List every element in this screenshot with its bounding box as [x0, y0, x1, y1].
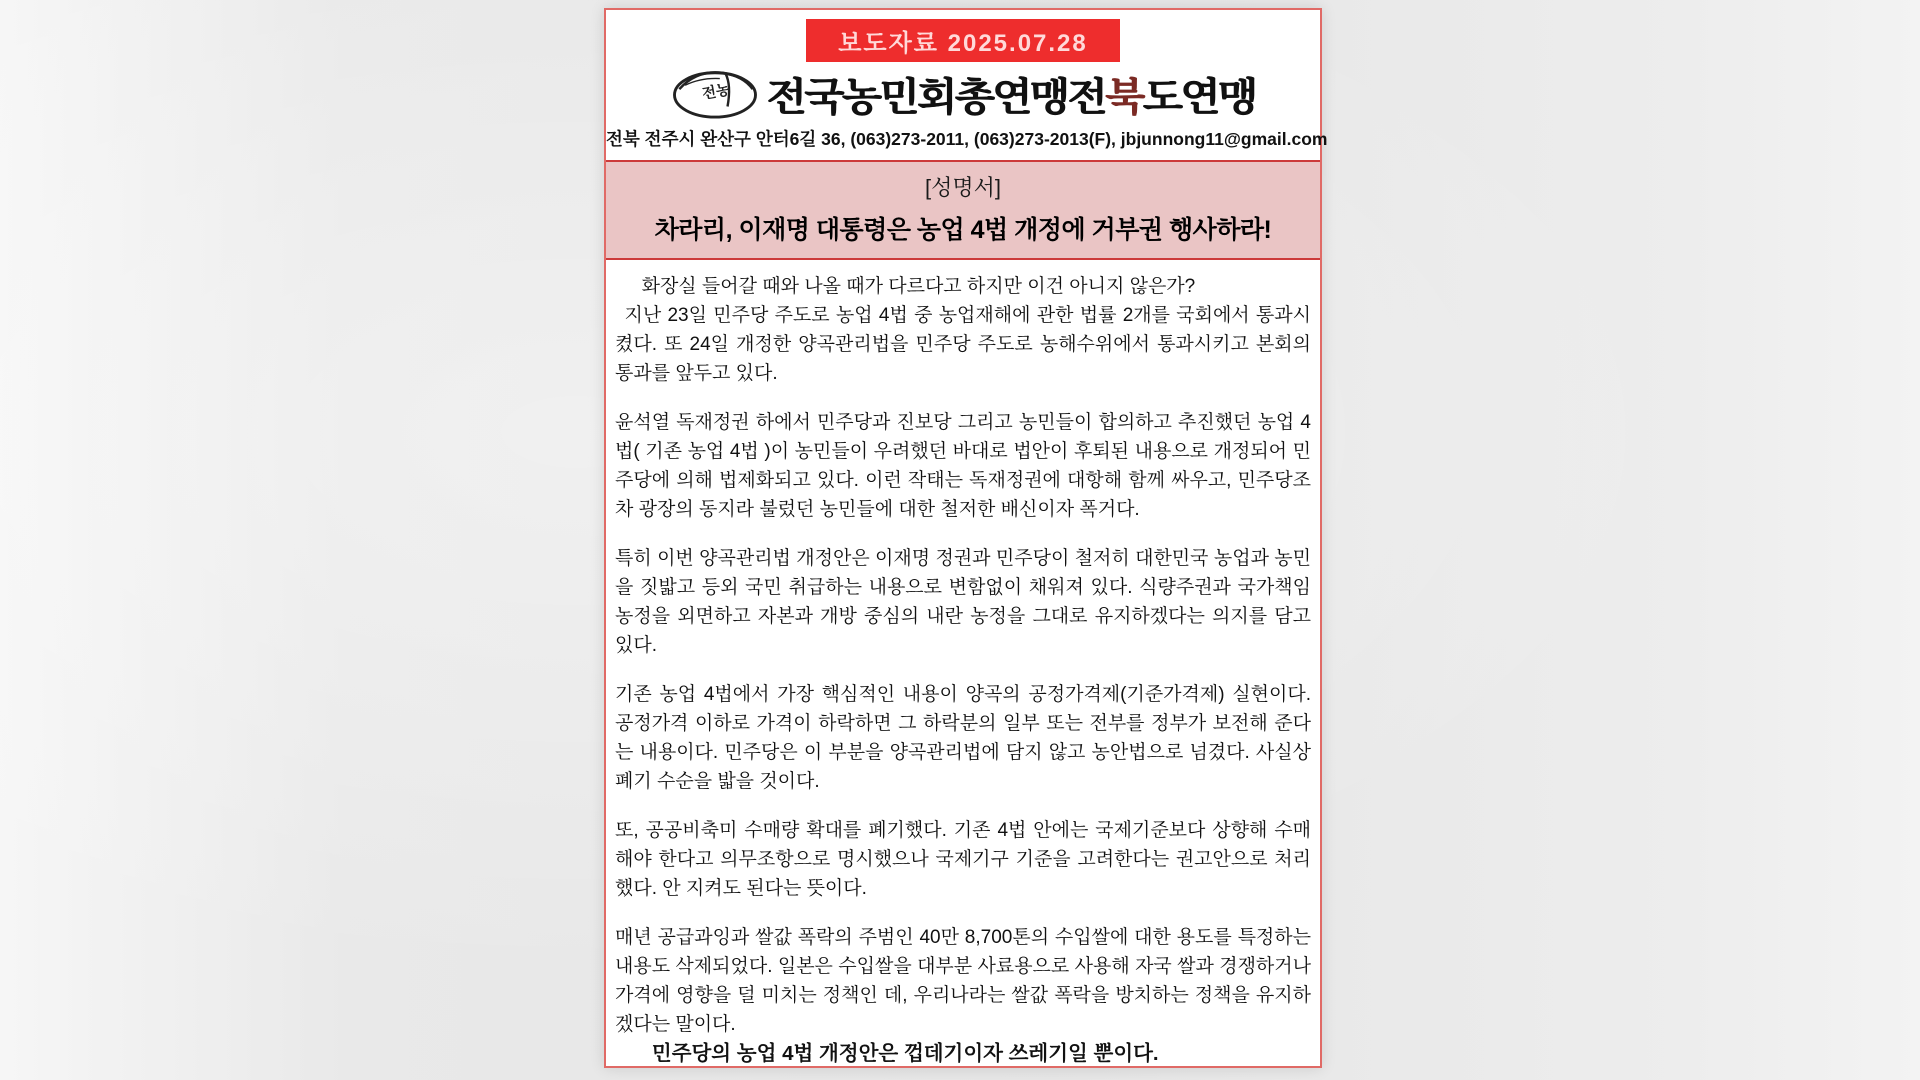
farmers-union-emblem-icon: [671, 66, 759, 120]
emblem-label: 전농: [700, 82, 731, 103]
org-name-accent: 북: [1105, 74, 1143, 119]
org-name-left: 전국농민회총연맹전: [766, 74, 1105, 119]
body-paragraph-4: 특히 이번 양곡관리법 개정안은 이재명 정권과 민주당이 철저히 대한민국 농업과 농민을 짓밟고 등외 국민 취급하는 내용으로 변함없이 채워져 있다. 식량주권과 국가책임농정을 외면하고 자본과 개방 중심의 내란 농정을 그대로 유지하겠다는 의지를 담고 있다.: [615, 548, 1311, 656]
body-paragraph-3: 윤석열 독재정권 하에서 민주당과 진보당 그리고 농민들이 합의하고 추진했던 농업 4법( 기존 농업 4법 )이 농민들이 우려했던 바대로 법안이 후퇴된 내용으로 개정되어 민주당에 의해 법제화되고 있다. 이런 작태는 독재정권에 대항해 함께 싸우고, 민주당조차 광장의 동지라 불렀던 농민들에 대한 철저한 배신이자 폭거다.: [615, 412, 1311, 520]
banner-label: 보도자료 2025.07.28: [838, 30, 1088, 57]
statement-title-box: [606, 160, 1320, 260]
org-header: [606, 67, 1320, 119]
press-release-page: [604, 8, 1328, 1068]
closing-statement: 민주당의 농업 4법 개정안은 껍데기이자 쓰레기일 뿐이다.: [651, 1042, 1159, 1065]
org-name: [767, 65, 1256, 122]
press-release-banner: [806, 19, 1120, 62]
statement-body: [606, 260, 1320, 1068]
org-name-right: 도연맹: [1142, 74, 1256, 119]
body-paragraph-5: 기존 농업 4법에서 가장 핵심적인 내용이 양곡의 공정가격제(기준가격제) 실현이다. 공정가격 이하로 가격이 하락하면 그 하락분의 일부 또는 전부를 정부가 보전해 준다는 내용이다. 민주당은 이 부분을 양곡관리법에 담지 않고 농안법으로 넘겼다. 사실상 폐기 수순을 밟을 것이다.: [615, 684, 1311, 792]
contact-line: 전북 전주시 완산구 안터6길 36, (063)273-2011, (063)273-2013(F), jbjunnong11@gmail.com: [606, 129, 1328, 149]
statement-label: [성명서]: [925, 175, 1001, 200]
body-paragraph-1: 화장실 들어갈 때와 나올 때가 다르다고 하지만 이건 아니지 않은가?: [641, 276, 1196, 297]
body-paragraph-7: 매년 공급과잉과 쌀값 폭락의 주범인 40만 8,700톤의 수입쌀에 대한 용도를 특정하는 내용도 삭제되었다. 일본은 수입쌀을 대부분 사료용으로 사용해 자국 쌀과 경쟁하거나 가격에 영향을 덜 미치는 정책인 데, 우리나라는 쌀값 폭락을 방치하는 정책을 유지하겠다는 말이다.: [615, 927, 1311, 1035]
statement-title: 차라리, 이재명 대통령은 농업 4법 개정에 거부권 행사하라!: [654, 216, 1272, 244]
body-paragraph-2: 지난 23일 민주당 주도로 농업 4법 중 농업재해에 관한 법률 2개를 국회에서 통과시켰다. 또 24일 개정한 양곡관리법을 민주당 주도로 농해수위에서 통과시키고 본회의 통과를 앞두고 있다.: [615, 305, 1311, 384]
body-paragraph-6: 또, 공공비축미 수매량 확대를 폐기했다. 기존 4법 안에는 국제기준보다 상향해 수매해야 한다고 의무조항으로 명시했으나 국제기구 기준을 고려한다는 권고안으로 처리했다. 안 지켜도 된다는 뜻이다.: [615, 820, 1311, 899]
